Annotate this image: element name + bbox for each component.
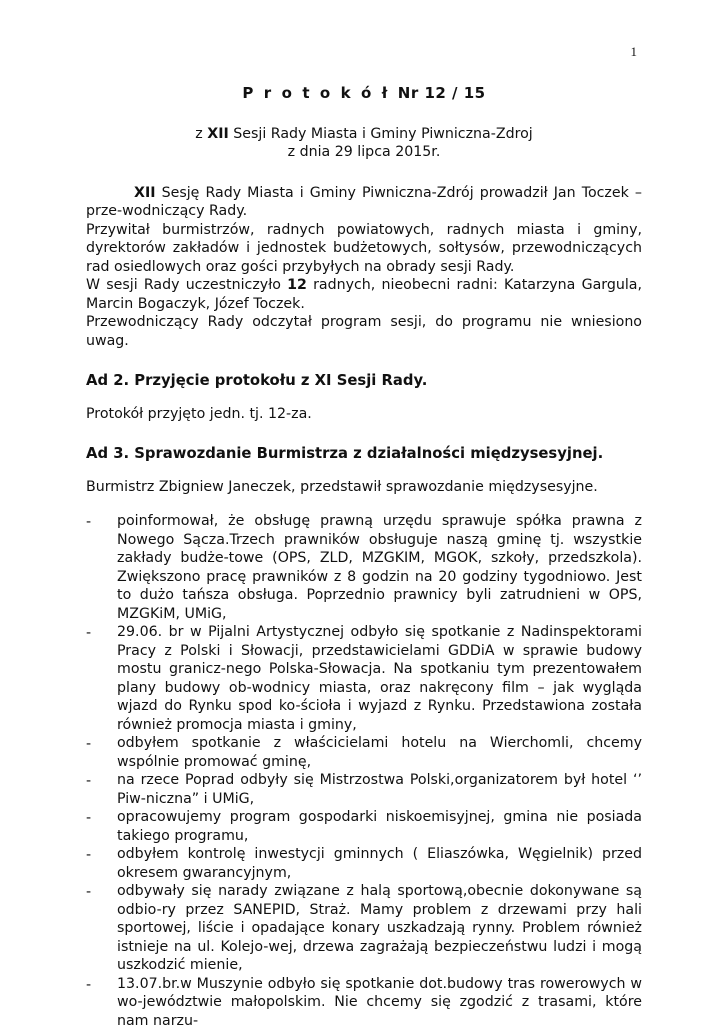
document-subtitle [86,125,642,162]
title-protokol: P r o t o k ó ł [242,84,390,102]
ad2-heading: Ad 2. Przyjęcie protokołu z XI Sesji Rady. [86,372,642,391]
list-item-text: odbywały się narady związane z halą sportową,obecnie dokonywane są odbio-ry przez SANEPID, Straż. Mamy problem z drzewami przy hali sportowej, liście i opadające konary uszkadzają rynny. Problem również istnieje na ul. Kolejo-wej, drzewa zagrażają bezpieczeństwu ludzi i mogą uszkodzić mienie, [117,883,642,973]
intro-p3-after: radnych, nieobecni radni: Katarzyna Gargula, Marcin Bogaczyk, Józef Toczek. [86,277,642,312]
list-item [86,623,642,734]
intro-p3-count: 12 [287,277,307,293]
list-item-text: odbyłem kontrolę inwestycji gminnych ( Eliaszówka, Węgielnik) przed okresem gwarancyjnym, [117,846,642,881]
subtitle-roman: XII [207,126,229,142]
document-title [86,84,642,103]
intro-p3-before: W sesji Rady uczestniczyło [86,277,287,293]
list-item-text: poinformował, że obsługę prawną urzędu sprawuje spółka prawna z Nowego Sącza.Trzech prawników obsługuje naszą gminę tj. wszystkie zakłady budże-towe (OPS, ZLD, MZGKIM, MGOK, szkoły, przedszkola). Zwiększono pracę prawników z 8 godzin na 20 godziny tygodniowo. Jest to dużo tańsza obsługa. Poprzednio prawnicy byli zatrudnieni w OPS, MZGKiM, UMiG, [117,513,642,622]
ad3-report-list [86,512,642,1030]
intro-p1-rest: Sesję Rady Miasta i Gminy Piwniczna-Zdrój prowadził Jan Toczek – prze-wodniczący Rady. [86,185,642,220]
document-body [86,84,642,1030]
list-dash: - [86,513,91,532]
list-item-text: na rzece Poprad odbyły się Mistrzostwa Polski,organizatorem był hotel ‘’ Piw-niczna” i UMiG, [117,772,642,807]
list-dash: - [86,809,91,828]
intro-roman: XII [134,185,156,201]
subtitle-session-line [86,125,642,144]
subtitle-rest: Sesji Rady Miasta i Gminy Piwniczna-Zdroj [229,126,533,142]
intro-paragraph-2: Przywitał burmistrzów, radnych powiatowych, radnych miasta i gminy, dyrektorów zakładów i jednostek budżetowych, sołtysów, przewodniczących rad osiedlowych oraz gości przybyłych na obrady sesji Rady. [86,221,642,277]
subtitle-date: z dnia 29 lipca 2015r. [86,143,642,162]
list-item [86,845,642,882]
list-dash: - [86,772,91,791]
intro-paragraph-3 [86,276,642,313]
list-item-text: 29.06. br w Pijalni Artystycznej odbyło się spotkanie z Nadinspektorami Pracy z Polski i Słowacji, przedstawicielami GDDiA w sprawie budowy mostu granicz-nego Polska-Słowacja. Na spotkaniu tym prezentowałem plany budowy ob-wodnicy miasta, oraz nakręcony film – jak wygląda wjazd do Rynku spod ko-ścioła i wyjazd z Rynku. Przedstawiona została również promocja miasta i gminy, [117,624,642,733]
list-dash: - [86,976,91,995]
list-item [86,734,642,771]
list-dash: - [86,846,91,865]
subtitle-prefix: z [195,126,207,142]
list-item-text: opracowujemy program gospodarki niskoemisyjnej, gmina nie posiada takiego programu, [117,809,642,844]
list-item-text: 13.07.br.w Muszynie odbyło się spotkanie dot.budowy tras rowerowych w wo-jewództwie małopolskim. Nie chcemy się zgodzić z trasami, które nam narzu- [117,976,642,1029]
list-dash: - [86,883,91,902]
list-item [86,808,642,845]
ad3-text: Burmistrz Zbigniew Janeczek, przedstawił sprawozdanie międzysesyjne. [86,478,642,497]
list-item-text: odbyłem spotkanie z właścicielami hotelu na Wierchomli, chcemy wspólnie promować gminę, [117,735,642,770]
list-item [86,512,642,623]
intro-section [86,184,642,351]
title-number: Nr 12 / 15 [398,84,486,102]
ad3-heading: Ad 3. Sprawozdanie Burmistrza z działalności międzysesyjnej. [86,445,642,464]
list-item [86,882,642,975]
list-item [86,975,642,1030]
intro-paragraph-1 [86,184,642,221]
intro-paragraph-4: Przewodniczący Rady odczytał program sesji, do programu nie wniesiono uwag. [86,313,642,350]
ad2-text: Protokół przyjęto jedn. tj. 12-za. [86,405,642,424]
page-number: 1 [631,44,638,60]
list-dash: - [86,624,91,643]
list-item [86,771,642,808]
list-dash: - [86,735,91,754]
